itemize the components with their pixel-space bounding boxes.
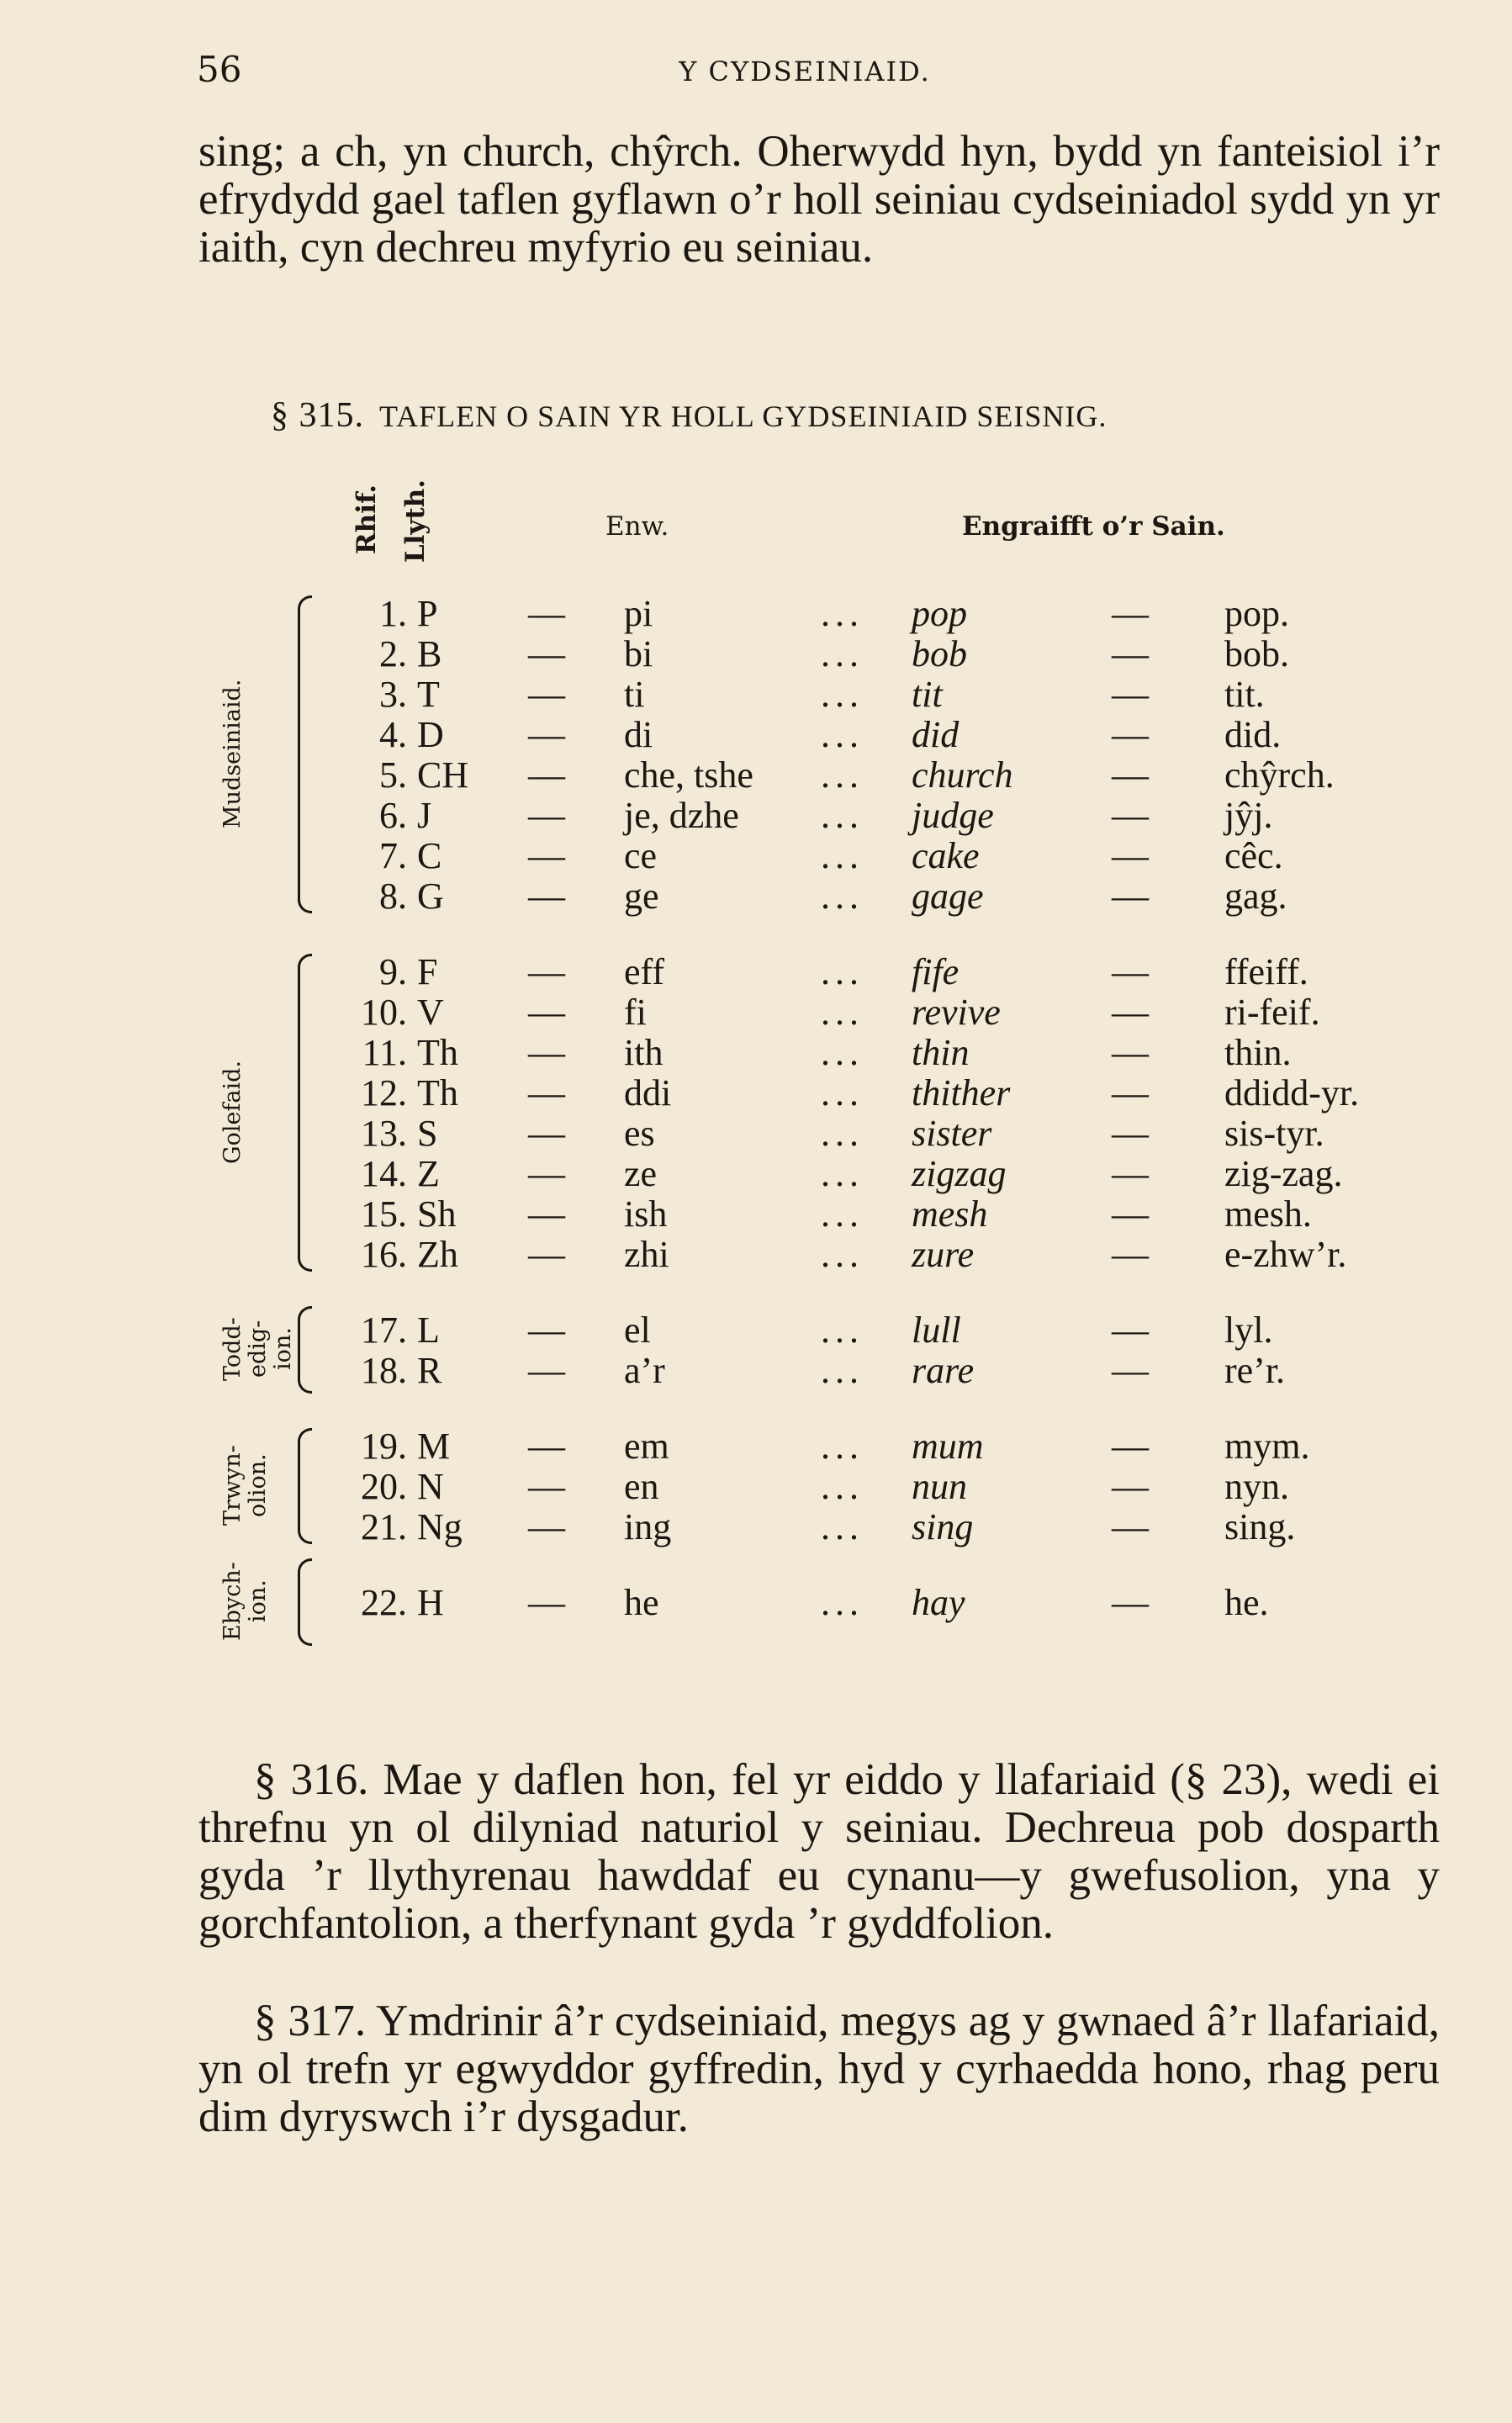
row-english-example: thin [912, 1032, 970, 1073]
row-name: a’r [624, 1350, 665, 1391]
row-dots: ... [821, 1582, 864, 1623]
header-llyth: Llyth. [400, 479, 431, 563]
row-number: 20. [361, 1466, 407, 1507]
row-dash: — [528, 876, 565, 917]
row-name: ish [624, 1193, 668, 1235]
row-letter: V [417, 992, 444, 1033]
row-english-example: revive [912, 992, 1001, 1033]
row-welsh-spelling: tit. [1224, 674, 1265, 715]
row-welsh-spelling: bob. [1224, 633, 1289, 675]
row-dash: — [528, 835, 565, 876]
row-letter: G [417, 876, 444, 917]
row-dots: ... [821, 714, 864, 755]
row-welsh-spelling: nyn. [1224, 1466, 1289, 1507]
row-dash: — [1112, 1309, 1149, 1351]
row-number: 2. [379, 633, 407, 675]
row-name: je, dzhe [624, 795, 739, 836]
row-welsh-spelling: lyl. [1224, 1309, 1273, 1351]
row-letter: F [417, 951, 438, 992]
intro-paragraph: sing; a ch, yn church, chŷrch. Oherwydd hyn, bydd yn fanteisiol i’r efrydydd gael taflen gyflawn o’r holl seiniau cydseiniadol sydd yn yr iaith, cyn dechreu myfyrio eu seiniau. [198, 127, 1440, 272]
row-english-example: sing [912, 1506, 974, 1547]
row-number: 13. [361, 1113, 407, 1154]
row-dash: — [528, 754, 565, 796]
paragraph-317: § 317. Ymdrinir â’r cydseiniaid, megys ag y gwnaed â’r llafariaid, yn ol trefn yr egwyddor gyffredin, hyd y cyrhaedda hono, rhag peru dim dyryswch i’r dysgadur. [198, 1997, 1440, 2141]
row-number: 14. [361, 1153, 407, 1194]
paragraph-316: § 316. Mae y daflen hon, fel yr eiddo y llafariaid (§ 23), wedi ei threfnu yn ol dilyniad naturiol y seiniau. Dechreua pob dosparth gyda ’r llythyrenau hawddaf eu cynanu—y gwefusolion, yna y gorchfantolion, a therfynant gyda ’r gyddfolion. [198, 1755, 1440, 1948]
row-dots: ... [821, 992, 864, 1033]
row-dots: ... [821, 754, 864, 796]
row-dash: — [1112, 951, 1149, 992]
row-dash: — [1112, 835, 1149, 876]
row-welsh-spelling: mym. [1224, 1426, 1310, 1467]
row-name: bi [624, 633, 653, 675]
row-dots: ... [821, 1193, 864, 1235]
row-english-example: gage [912, 876, 984, 917]
row-dash: — [1112, 992, 1149, 1033]
row-letter: J [417, 795, 432, 836]
row-dash: — [1112, 1426, 1149, 1467]
row-dash: — [1112, 1072, 1149, 1114]
row-welsh-spelling: pop. [1224, 593, 1289, 634]
row-name: es [624, 1113, 655, 1154]
row-dash: — [528, 1426, 565, 1467]
section-heading [271, 395, 1107, 436]
row-dots: ... [821, 674, 864, 715]
row-english-example: pop [912, 593, 967, 634]
row-english-example: nun [912, 1466, 967, 1507]
row-letter: Th [417, 1072, 458, 1114]
row-welsh-spelling: re’r. [1224, 1350, 1286, 1391]
row-number: 15. [361, 1193, 407, 1235]
row-dash: — [1112, 593, 1149, 634]
row-name: pi [624, 593, 653, 634]
row-dash: — [1112, 876, 1149, 917]
row-dash: — [528, 951, 565, 992]
row-number: 16. [361, 1234, 407, 1275]
group-brace [298, 1428, 312, 1544]
row-dots: ... [821, 1113, 864, 1154]
row-english-example: thither [912, 1072, 1011, 1114]
row-dash: — [1112, 714, 1149, 755]
row-name: di [624, 714, 653, 755]
row-dots: ... [821, 951, 864, 992]
row-dots: ... [821, 1072, 864, 1114]
row-english-example: rare [912, 1350, 975, 1391]
row-welsh-spelling: sis-tyr. [1224, 1113, 1324, 1154]
row-dash: — [528, 1193, 565, 1235]
row-dash: — [1112, 1032, 1149, 1073]
row-welsh-spelling: ri-feif. [1224, 992, 1320, 1033]
row-dash: — [528, 992, 565, 1033]
row-dash: — [528, 1113, 565, 1154]
row-english-example: mum [912, 1426, 984, 1467]
row-english-example: did [912, 714, 960, 755]
running-head [197, 49, 1413, 99]
section-title: TAFLEN O SAIN YR HOLL GYDSEINIAID SEISNIG. [379, 399, 1108, 433]
group-brace [298, 954, 312, 1272]
row-dash: — [1112, 1582, 1149, 1623]
row-number: 12. [361, 1072, 407, 1114]
row-welsh-spelling: chŷrch. [1224, 754, 1335, 796]
row-name: ddi [624, 1072, 672, 1114]
row-dash: — [528, 1309, 565, 1351]
row-welsh-spelling: thin. [1224, 1032, 1292, 1073]
row-number: 8. [379, 876, 407, 917]
section-number: § 315. [271, 396, 364, 435]
row-name: ce [624, 835, 658, 876]
row-number: 11. [362, 1032, 407, 1073]
row-dash: — [1112, 674, 1149, 715]
row-number: 5. [379, 754, 407, 796]
row-dash: — [1112, 754, 1149, 796]
row-welsh-spelling: gag. [1224, 876, 1287, 917]
row-english-example: judge [912, 795, 994, 836]
row-english-example: fife [912, 951, 960, 992]
row-dash: — [1112, 1193, 1149, 1235]
row-name: ith [624, 1032, 663, 1073]
row-number: 22. [361, 1582, 407, 1623]
row-dots: ... [821, 1032, 864, 1073]
row-dots: ... [821, 876, 864, 917]
page-number: 56 [197, 49, 242, 90]
row-welsh-spelling: he. [1224, 1582, 1269, 1623]
row-dash: — [1112, 1113, 1149, 1154]
row-number: 9. [379, 951, 407, 992]
row-letter: L [417, 1309, 440, 1351]
row-dash: — [528, 1234, 565, 1275]
row-dots: ... [821, 1466, 864, 1507]
row-number: 3. [379, 674, 407, 715]
row-welsh-spelling: zig-zag. [1224, 1153, 1343, 1194]
row-english-example: mesh [912, 1193, 988, 1235]
row-name: he [624, 1582, 659, 1623]
row-number: 7. [379, 835, 407, 876]
row-name: fi [624, 992, 647, 1033]
row-english-example: hay [912, 1582, 965, 1623]
row-number: 4. [379, 714, 407, 755]
row-number: 10. [361, 992, 407, 1033]
row-name: em [624, 1426, 669, 1467]
row-letter: R [417, 1350, 442, 1391]
row-name: ge [624, 876, 659, 917]
row-english-example: sister [912, 1113, 992, 1154]
row-letter: Sh [417, 1193, 457, 1235]
group-label: Ebych- ion. [219, 1562, 271, 1641]
row-dash: — [1112, 795, 1149, 836]
row-welsh-spelling: did. [1224, 714, 1282, 755]
row-number: 21. [361, 1506, 407, 1547]
row-dash: — [528, 1466, 565, 1507]
group-label: Mudseiniaid. [219, 679, 246, 828]
row-dash: — [1112, 1153, 1149, 1194]
header-enw: Enw. [605, 511, 669, 542]
row-letter: N [417, 1466, 444, 1507]
row-welsh-spelling: mesh. [1224, 1193, 1312, 1235]
row-dash: — [528, 633, 565, 675]
row-english-example: cake [912, 835, 980, 876]
row-welsh-spelling: e-zhw’r. [1224, 1234, 1347, 1275]
row-name: el [624, 1309, 651, 1351]
row-dots: ... [821, 1350, 864, 1391]
row-dots: ... [821, 593, 864, 634]
row-name: che, tshe [624, 754, 753, 796]
row-dash: — [528, 1350, 565, 1391]
row-dash: — [1112, 1234, 1149, 1275]
row-name: ti [624, 674, 645, 715]
row-letter: T [417, 674, 440, 715]
row-dash: — [528, 674, 565, 715]
row-letter: M [417, 1426, 451, 1467]
row-english-example: bob [912, 633, 967, 675]
header-rhif: Rhif. [352, 484, 382, 555]
row-letter: C [417, 835, 442, 876]
row-name: ing [624, 1506, 672, 1547]
row-dash: — [528, 1582, 565, 1623]
row-letter: Ng [417, 1506, 463, 1547]
row-letter: P [417, 593, 438, 634]
row-dots: ... [821, 1153, 864, 1194]
running-title: Y CYDSEINIAID. [679, 56, 931, 87]
row-dots: ... [821, 1234, 864, 1275]
row-english-example: tit [912, 674, 943, 715]
row-letter: S [417, 1113, 438, 1154]
row-dash: — [1112, 1506, 1149, 1547]
group-label: Trwyn- olion. [219, 1445, 271, 1526]
row-name: ze [624, 1153, 658, 1194]
row-letter: B [417, 633, 442, 675]
row-english-example: lull [912, 1309, 961, 1351]
row-english-example: zure [912, 1234, 975, 1275]
row-name: en [624, 1466, 659, 1507]
row-number: 17. [361, 1309, 407, 1351]
row-dots: ... [821, 633, 864, 675]
group-label: Todd- edig- ion. [219, 1317, 296, 1381]
header-engraifft: Engraifft o’r Sain. [962, 511, 1225, 542]
row-welsh-spelling: sing. [1224, 1506, 1296, 1547]
row-welsh-spelling: ffeiff. [1224, 951, 1308, 992]
row-dots: ... [821, 795, 864, 836]
row-number: 6. [379, 795, 407, 836]
row-dash: — [1112, 1350, 1149, 1391]
row-dots: ... [821, 1426, 864, 1467]
row-english-example: zigzag [912, 1153, 1007, 1194]
row-number: 19. [361, 1426, 407, 1467]
row-dots: ... [821, 1309, 864, 1351]
row-name: zhi [624, 1234, 669, 1275]
row-english-example: church [912, 754, 1013, 796]
row-letter: Z [417, 1153, 440, 1194]
row-dash: — [528, 714, 565, 755]
row-dash: — [528, 795, 565, 836]
group-brace [298, 1306, 312, 1394]
row-number: 18. [361, 1350, 407, 1391]
group-brace [298, 595, 312, 913]
row-dash: — [528, 593, 565, 634]
row-dots: ... [821, 835, 864, 876]
row-dash: — [528, 1032, 565, 1073]
row-number: 1. [379, 593, 407, 634]
row-letter: Th [417, 1032, 458, 1073]
row-dash: — [528, 1153, 565, 1194]
row-welsh-spelling: cêc. [1224, 835, 1283, 876]
row-letter: D [417, 714, 444, 755]
group-brace [298, 1558, 312, 1646]
row-dots: ... [821, 1506, 864, 1547]
row-letter: H [417, 1582, 444, 1623]
row-name: eff [624, 951, 665, 992]
row-dash: — [528, 1072, 565, 1114]
row-dash: — [528, 1506, 565, 1547]
row-letter: Zh [417, 1234, 458, 1275]
row-letter: CH [417, 754, 469, 796]
row-welsh-spelling: ddidd-yr. [1224, 1072, 1360, 1114]
row-welsh-spelling: jŷj. [1224, 795, 1273, 836]
group-label: Golefaid. [219, 1060, 246, 1164]
row-dash: — [1112, 1466, 1149, 1507]
row-dash: — [1112, 633, 1149, 675]
